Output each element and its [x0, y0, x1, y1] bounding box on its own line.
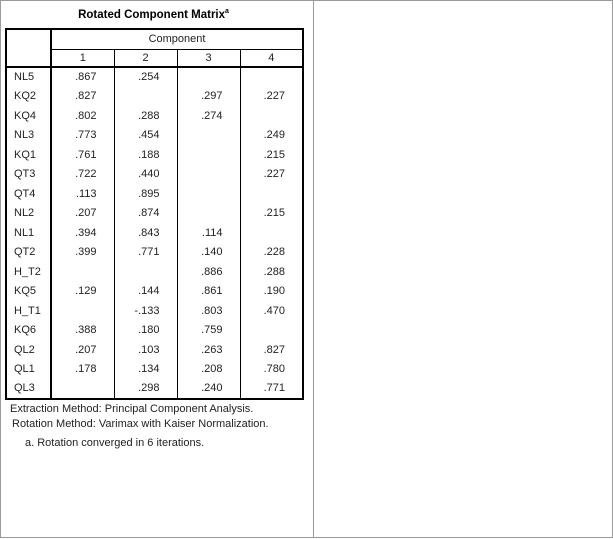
loading-cell: .207 — [51, 340, 114, 360]
table-row — [6, 145, 303, 165]
loading-cell: .773 — [51, 126, 114, 146]
title-text: Rotated Component Matrix — [78, 8, 226, 21]
loading-cell — [177, 204, 240, 224]
loading-cell: .802 — [51, 106, 114, 126]
row-label: KQ4 — [6, 106, 51, 126]
header-row — [6, 29, 303, 49]
loading-cell: .843 — [114, 223, 177, 243]
row-label: QT2 — [6, 243, 51, 263]
loading-cell: .114 — [177, 223, 240, 243]
table-row — [6, 126, 303, 146]
loading-cell — [240, 184, 303, 204]
loading-cell: -.133 — [114, 301, 177, 321]
column-divider — [313, 0, 314, 538]
subheader-row — [6, 49, 303, 67]
loading-cell: .180 — [114, 321, 177, 341]
loading-cell: .228 — [263, 246, 285, 259]
loading-cell: .827 — [263, 343, 285, 356]
col-header: 2 — [114, 49, 177, 67]
loading-cell: .274 — [177, 106, 240, 126]
table-row — [6, 301, 303, 321]
loading-cell — [114, 87, 177, 107]
row-label: NL5 — [6, 67, 51, 87]
loading-cell: .113 — [51, 184, 114, 204]
loading-cell: .129 — [51, 282, 114, 302]
table-row — [6, 204, 303, 224]
loading-cell: .240 — [177, 379, 240, 399]
loading-cell: .249 — [263, 129, 285, 142]
row-label: H_T1 — [6, 301, 51, 321]
table-title — [5, 8, 302, 21]
table-row — [6, 360, 303, 380]
table-row — [6, 262, 303, 282]
loading-cell: .827 — [51, 87, 114, 107]
loading-cell: .759 — [177, 321, 240, 341]
loading-cell — [51, 262, 114, 282]
table-row — [6, 67, 303, 87]
loading-cell: .215 — [263, 207, 285, 220]
loading-cell: .227 — [263, 168, 285, 181]
component-header: Component — [51, 29, 303, 49]
loading-cell: .134 — [114, 360, 177, 380]
footnote-rotation: Rotation Method: Varimax with Kaiser Normalization. — [12, 418, 269, 430]
loading-cell: .886 — [177, 262, 240, 282]
loading-cell: .803 — [177, 301, 240, 321]
loading-cell: .140 — [177, 243, 240, 263]
loading-cell: .263 — [177, 340, 240, 360]
col-header: 4 — [240, 49, 303, 67]
loading-cell: .388 — [51, 321, 114, 341]
loading-cell: .288 — [114, 106, 177, 126]
loading-cell: .399 — [51, 243, 114, 263]
loading-cell — [51, 301, 114, 321]
loading-cell: .254 — [114, 67, 177, 87]
loading-cell: .178 — [51, 360, 114, 380]
loading-cell: .867 — [51, 67, 114, 87]
loading-cell — [177, 67, 240, 87]
table-row — [6, 165, 303, 185]
loading-cell: .440 — [114, 165, 177, 185]
loading-cell: .207 — [51, 204, 114, 224]
table-row — [6, 223, 303, 243]
loading-cell: .771 — [114, 243, 177, 263]
table-row — [6, 243, 303, 263]
row-label: KQ6 — [6, 321, 51, 341]
table-row — [6, 184, 303, 204]
row-label: KQ5 — [6, 282, 51, 302]
loading-cell — [51, 379, 114, 399]
loading-cell: .188 — [114, 145, 177, 165]
loading-cell — [240, 321, 303, 341]
title-footnote-marker: a — [225, 8, 229, 15]
row-label: QL3 — [6, 379, 51, 399]
row-label: H_T2 — [6, 262, 51, 282]
loading-cell: .874 — [114, 204, 177, 224]
loading-cell: .780 — [263, 363, 285, 376]
table-row — [6, 340, 303, 360]
row-label: KQ1 — [6, 145, 51, 165]
loading-cell — [177, 145, 240, 165]
loading-cell: .470 — [263, 304, 285, 317]
row-label: QL2 — [6, 340, 51, 360]
row-label: QT4 — [6, 184, 51, 204]
loading-cell: .861 — [177, 282, 240, 302]
loading-cell — [114, 262, 177, 282]
loading-cell: .103 — [114, 340, 177, 360]
table-row — [6, 87, 303, 107]
loading-cell: .298 — [114, 379, 177, 399]
loading-cell: .297 — [177, 87, 240, 107]
row-label: NL1 — [6, 223, 51, 243]
col-header: 3 — [177, 49, 240, 67]
col-header: 1 — [51, 49, 114, 67]
table-row — [6, 106, 303, 126]
row-label: QL1 — [6, 360, 51, 380]
loading-cell: .722 — [51, 165, 114, 185]
table-row — [6, 321, 303, 341]
table-row — [6, 282, 303, 302]
loading-cell: .208 — [177, 360, 240, 380]
row-label: NL3 — [6, 126, 51, 146]
loading-cell — [240, 223, 303, 243]
loading-cell — [177, 165, 240, 185]
loading-cell — [240, 106, 303, 126]
loading-cell: .394 — [51, 223, 114, 243]
loading-cell — [177, 184, 240, 204]
table-row — [6, 379, 303, 399]
loading-cell: .454 — [114, 126, 177, 146]
loading-cell — [240, 67, 303, 87]
loading-cell: .227 — [263, 90, 285, 103]
row-label: NL2 — [6, 204, 51, 224]
row-label: QT3 — [6, 165, 51, 185]
footnote-extraction: Extraction Method: Principal Component Analysis. — [10, 403, 254, 415]
loading-cell — [177, 126, 240, 146]
row-label: KQ2 — [6, 87, 51, 107]
loading-cell: .215 — [263, 148, 285, 161]
rotated-component-matrix — [5, 28, 304, 400]
loading-cell: .144 — [114, 282, 177, 302]
loading-cell: .190 — [263, 285, 285, 298]
loading-cell: .761 — [51, 145, 114, 165]
corner-cell — [6, 29, 51, 67]
loading-cell: .288 — [263, 265, 285, 278]
footnote-convergence: a. Rotation converged in 6 iterations. — [25, 437, 205, 449]
loading-cell: .895 — [114, 184, 177, 204]
loading-cell: .771 — [263, 382, 285, 395]
